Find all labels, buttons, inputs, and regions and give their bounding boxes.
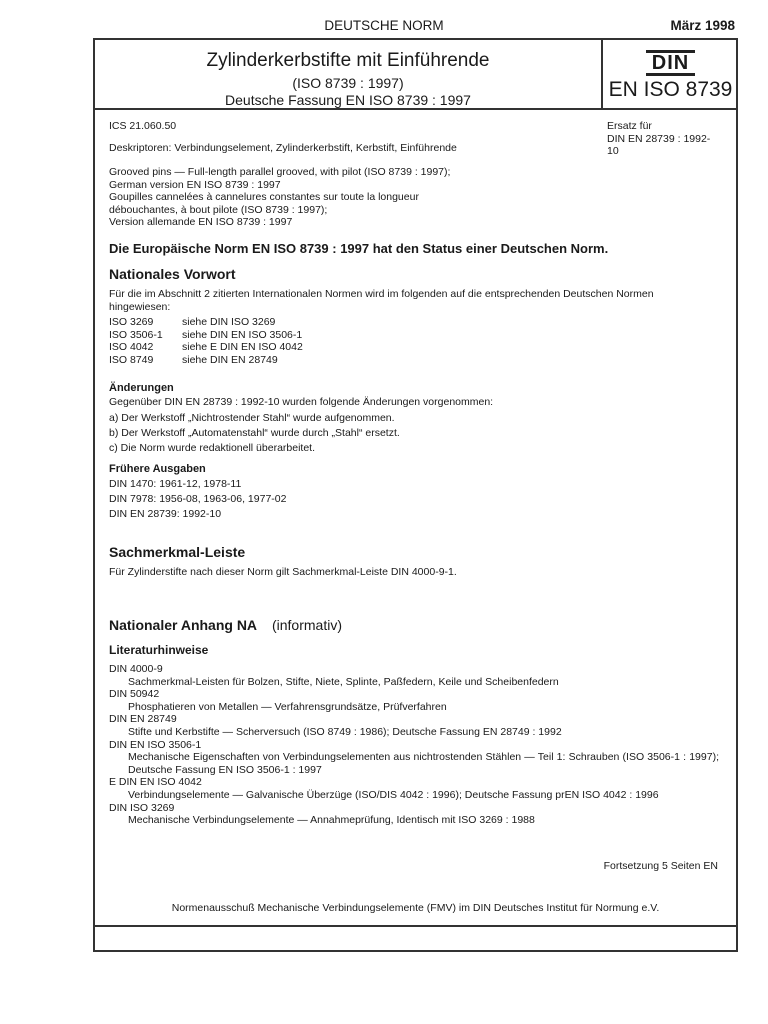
literature-text: Mechanische Verbindungselemente — Annahmeprüfung, Identisch mit ISO 3269 : 1988	[128, 814, 535, 827]
literature-text: Phosphatieren von Metallen — Verfahrensgrundsätze, Prüfverfahren	[128, 700, 447, 713]
din-code: siehe E DIN EN ISO 4042	[182, 341, 303, 353]
translation-line: Grooved pins — Full-length parallel grooved, with pilot (ISO 8739 : 1997);	[109, 166, 451, 178]
status-statement: Die Europäische Norm EN ISO 8739 : 1997 hat den Status einer Deutschen Norm.	[109, 241, 609, 256]
literature-entry	[109, 663, 719, 688]
literatur-heading: Literaturhinweise	[109, 643, 209, 657]
replaces-block	[607, 120, 719, 158]
replaces-value: DIN EN 28739 : 1992-10	[607, 132, 711, 157]
translations-block	[109, 166, 450, 229]
literature-text: Verbindungselemente — Galvanische Überzüge (ISO/DIS 4042 : 1996); Deutsche Fassung prEN ISO 4042 : 1996	[128, 788, 659, 801]
sachmerkmal-text: Für Zylinderstifte nach dieser Norm gilt Sachmerkmal-Leiste DIN 4000-9-1.	[109, 566, 457, 578]
din-block	[605, 40, 736, 108]
literature-text: Mechanische Eigenschaften von Verbindungselementen aus nichtrostenden Stählen — Teil 1: Schrauben (ISO 3506-1 : 1997); Deutsche Fassung EN ISO 3506-1 : 1997	[128, 751, 719, 776]
document-frame	[93, 38, 738, 952]
din-code: siehe DIN EN 28749	[182, 353, 278, 366]
literature-text: Sachmerkmal-Leisten für Bolzen, Stifte, Niete, Splinte, Paßfedern, Keile und Scheibenfedern	[128, 675, 559, 688]
iso-reference: (ISO 8739 : 1997)	[292, 75, 404, 91]
fruehere-heading: Frühere Ausgaben	[109, 463, 206, 475]
change-item: b) Der Werkstoff „Automatenstahl“ wurde durch „Stahl“ ersetzt.	[109, 427, 400, 439]
translation-line: débouchantes, à bout pilote (ISO 8739 : 1997);	[109, 203, 328, 216]
iso-code: ISO 8749	[109, 353, 154, 366]
document-title: Zylinderkerbstifte mit Einführende	[206, 50, 490, 71]
vorwort-intro-line: Für die im Abschnitt 2 zitierten Internationalen Normen wird im folgenden auf die entsprechenden Deutschen Normen	[109, 288, 654, 300]
replaces-label: Ersatz für	[607, 120, 652, 132]
fruehere-list	[109, 477, 286, 522]
descriptors: Deskriptoren: Verbindungselement, Zylinderkerbstift, Kerbstift, Einführende	[109, 142, 457, 154]
institution-line: Normenausschuß Mechanische Verbindungselemente (FMV) im DIN Deutsches Institut für Normung e.V.	[171, 902, 660, 914]
literature-code: DIN EN ISO 3506-1	[109, 738, 202, 751]
literature-entry	[109, 688, 719, 713]
anhang-heading: Nationaler Anhang NA	[109, 617, 258, 633]
literature-text: Stifte und Kerbstifte — Scherversuch (ISO 8749 : 1986); Deutsche Fassung EN 28749 : 1992	[128, 725, 562, 738]
reference-row	[109, 329, 303, 342]
vorwort-heading: Nationales Vorwort	[109, 266, 236, 282]
continuation-note: Fortsetzung 5 Seiten EN	[603, 860, 718, 872]
issue-date: März 1998	[670, 18, 735, 33]
literature-entry	[109, 713, 719, 738]
edition-item: DIN 7978: 1956-08, 1963-06, 1977-02	[109, 493, 287, 505]
change-item: c) Die Norm wurde redaktionell überarbeitet.	[109, 442, 316, 454]
german-version: Deutsche Fassung EN ISO 8739 : 1997	[225, 92, 471, 108]
iso-code: ISO 3269	[109, 316, 154, 328]
sachmerkmal-heading: Sachmerkmal-Leiste	[109, 544, 246, 560]
edition-item: DIN EN 28739: 1992-10	[109, 508, 222, 520]
page-header	[0, 18, 768, 36]
reference-row	[109, 354, 303, 367]
iso-code: ISO 4042	[109, 341, 154, 353]
ics-code: ICS 21.060.50	[109, 120, 177, 132]
din-logo: DIN	[646, 50, 695, 76]
literature-code: DIN ISO 3269	[109, 801, 175, 814]
edition-item: DIN 1470: 1961-12, 1978-11	[109, 478, 242, 490]
vorwort-intro-line: hingewiesen:	[109, 300, 171, 313]
din-code: siehe DIN ISO 3269	[182, 316, 276, 328]
reference-list	[109, 316, 303, 366]
literature-entry	[109, 776, 719, 801]
change-item: a) Der Werkstoff „Nichtrostender Stahl“ wurde aufgenommen.	[109, 412, 395, 424]
norm-type-label: DEUTSCHE NORM	[324, 18, 444, 33]
reference-row	[109, 316, 303, 329]
translation-line: Goupilles cannelées à cannelures constantes sur toute la longueur	[109, 191, 419, 203]
reference-row	[109, 341, 303, 354]
translation-line: Version allemande EN ISO 8739 : 1997	[109, 216, 293, 228]
translation-line: German version EN ISO 8739 : 1997	[109, 178, 281, 191]
literature-code: E DIN EN ISO 4042	[109, 776, 202, 789]
iso-code: ISO 3506-1	[109, 328, 163, 341]
aenderungen-heading: Änderungen	[109, 382, 174, 394]
title-text-block	[95, 40, 603, 108]
literature-code: DIN EN 28749	[109, 713, 177, 726]
footer-divider	[95, 925, 736, 927]
title-block	[95, 40, 736, 110]
standard-number: EN ISO 8739	[608, 78, 733, 101]
literature-code: DIN 50942	[109, 688, 160, 701]
anhang-note: (informativ)	[271, 617, 342, 633]
aenderungen-intro: Gegenüber DIN EN 28739 : 1992-10 wurden folgende Änderungen vorgenommen:	[109, 396, 494, 408]
aenderungen-list	[109, 411, 400, 456]
anhang-heading-row	[109, 619, 342, 634]
literature-code: DIN 4000-9	[109, 663, 163, 675]
vorwort-intro	[109, 288, 654, 313]
literature-list	[109, 663, 719, 827]
literature-entry	[109, 802, 719, 827]
literature-entry	[109, 739, 719, 777]
din-code: siehe DIN EN ISO 3506-1	[182, 328, 303, 341]
